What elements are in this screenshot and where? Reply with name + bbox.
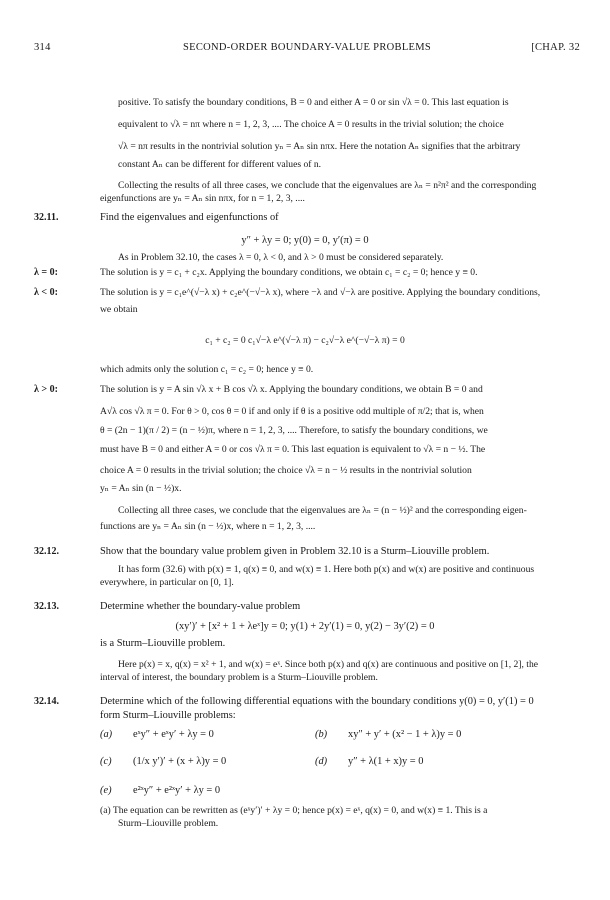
body-text: As in Problem 32.10, the cases λ = 0, λ < 0, and λ > 0 must be considered separately. — [118, 252, 444, 263]
problem-number: 32.11. — [34, 212, 59, 223]
case-label: λ < 0: — [34, 287, 58, 298]
chapter-label: [CHAP. 32 — [531, 42, 580, 53]
problem-statement: form Sturm–Liouville problems: — [100, 710, 236, 721]
part-equation: e²ˣy″ + e²ˣy′ + λy = 0 — [133, 785, 221, 796]
page-number: 314 — [34, 42, 51, 53]
part-label: (e) — [100, 785, 112, 796]
problem-statement: is a Sturm–Liouville problem. — [100, 638, 226, 649]
body-text: which admits only the solution c₁ = c₂ = 0; hence y ≡ 0. — [100, 364, 314, 375]
body-text: The solution is y = c₁ + c₂x. Applying the boundary conditions, we obtain c₁ = c₂ = 0; hence y ≡ 0. — [100, 267, 478, 278]
body-text: θ = (2n − 1)(π / 2) = (n − ½)π, where n = 1, 2, 3, .... Therefore, to satisfy the boundary conditions, we — [100, 425, 488, 436]
part-equation: xy″ + y′ + (x² − 1 + λ)y = 0 — [348, 729, 462, 740]
problem-statement: Determine whether the boundary-value problem — [100, 601, 301, 612]
display-equation: (xy′)′ + [x² + 1 + λeˣ]y = 0; y(1) + 2y′(1) = 0, y(2) − 3y′(2) = 0 — [175, 621, 435, 632]
problem-number: 32.13. — [34, 601, 59, 612]
problem-statement: Show that the boundary value problem given in Problem 32.10 is a Sturm–Liouville problem. — [100, 546, 490, 557]
body-text: A√λ cos √λ π = 0. For θ > 0, cos θ = 0 if and only if θ is a positive odd multiple of π/2; that is, when — [100, 406, 484, 417]
case-label: λ > 0: — [34, 384, 58, 395]
intro-line: Collecting the results of all three cases, we conclude that the eigenvalues are λₙ = n²π² and the corresponding — [118, 180, 537, 191]
part-equation: eˣy″ + eˣy′ + λy = 0 — [133, 729, 214, 740]
part-label: (d) — [315, 756, 328, 767]
part-label: (b) — [315, 729, 328, 740]
body-text: The solution is y = A sin √λ x + B cos √λ x. Applying the boundary conditions, we obtain B = 0 and — [100, 384, 483, 395]
part-equation: (1/x y′)′ + (x + λ)y = 0 — [133, 756, 227, 767]
intro-line: positive. To satisfy the boundary conditions, B = 0 and either A = 0 or sin √λ = 0. This last equation is — [118, 97, 509, 108]
intro-line: constant Aₙ can be different for different values of n. — [118, 159, 322, 170]
body-text: The solution is y = c₁e^(√−λ x) + c₂e^(−√−λ x), where −λ and √−λ are positive. Applying the boundary conditions, — [100, 287, 541, 298]
body-text: Collecting all three cases, we conclude that the eigenvalues are λₙ = (n − ½)² and the corresponding eigen- — [118, 505, 527, 516]
body-text: (a) The equation can be rewritten as (eˣy′)′ + λy = 0; hence p(x) = eˣ, q(x) = 0, and w(x) ≡ 1. This is a — [100, 805, 488, 816]
intro-line: √λ = nπ results in the nontrivial solution yₙ = Aₙ sin nπx. Here the notation Aₙ signifies that the arbitrary — [118, 141, 521, 152]
problem-number: 32.14. — [34, 696, 59, 707]
intro-line: equivalent to √λ = nπ where n = 1, 2, 3, .... The choice A = 0 results in the trivial solution; the choice — [118, 119, 504, 130]
body-text: everywhere, in particular on [0, 1]. — [100, 577, 234, 588]
part-label: (c) — [100, 756, 112, 767]
display-equation: c₁ + c₂ = 0 c₁√−λ e^(√−λ π) − c₂√−λ e^(−√−λ π) = 0 — [205, 335, 405, 346]
body-text: Here p(x) = x, q(x) = x² + 1, and w(x) = eˣ. Since both p(x) and q(x) are continuous and positive on [1, 2], the — [118, 659, 538, 670]
body-text: yₙ = Aₙ sin (n − ½)x. — [100, 483, 182, 494]
case-label: λ = 0: — [34, 267, 58, 278]
problem-statement: Determine which of the following differential equations with the boundary conditions y(0) = 0, y′(1) = 0 — [100, 696, 534, 707]
body-text: It has form (32.6) with p(x) ≡ 1, q(x) ≡ 0, and w(x) ≡ 1. Here both p(x) and w(x) are positive and continuous — [118, 564, 535, 575]
problem-statement: Find the eigenvalues and eigenfunctions of — [100, 212, 279, 223]
intro-line: eigenfunctions are yₙ = Aₙ sin nπx, for n = 1, 2, 3, .... — [100, 193, 305, 204]
body-text: must have B = 0 and either A = 0 or cos √λ π = 0. This last equation is equivalent to √λ = n − ½. The — [100, 444, 486, 455]
body-text: we obtain — [100, 304, 138, 315]
page-header — [34, 42, 580, 56]
display-equation: y″ + λy = 0; y(0) = 0, y′(π) = 0 — [241, 235, 369, 246]
body-text: interval of interest, the boundary problem is a Sturm–Liouville problem. — [100, 672, 378, 683]
part-equation: y″ + λ(1 + x)y = 0 — [348, 756, 424, 767]
problem-number: 32.12. — [34, 546, 59, 557]
running-title: SECOND-ORDER BOUNDARY-VALUE PROBLEMS — [182, 42, 432, 53]
body-text: Sturm–Liouville problem. — [118, 818, 219, 829]
part-label: (a) — [100, 729, 113, 740]
body-text: choice A = 0 results in the trivial solution; the choice √λ = n − ½ results in the nontrivial solution — [100, 465, 472, 476]
body-text: functions are yₙ = Aₙ sin (n − ½)x, where n = 1, 2, 3, .... — [100, 521, 316, 532]
